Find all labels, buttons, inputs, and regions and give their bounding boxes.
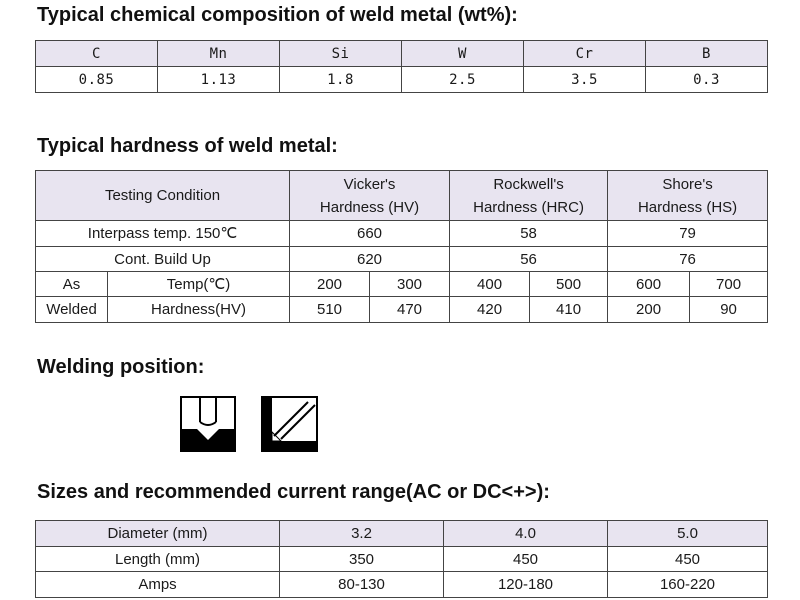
length-value: 450 — [444, 547, 608, 572]
length-label: Length (mm) — [36, 547, 280, 572]
hardness-hv-label: Hardness(HV) — [108, 297, 290, 323]
hardness-hv-value: 90 — [690, 297, 768, 323]
hardness-hv-value: 410 — [530, 297, 608, 323]
header-w: W — [402, 41, 524, 67]
length-value: 350 — [280, 547, 444, 572]
amps-value: 120-180 — [444, 572, 608, 598]
as-welded-line2: Welded — [36, 297, 108, 323]
hardness-title: Typical hardness of weld metal: — [37, 135, 338, 157]
length-value: 450 — [608, 547, 768, 572]
position-icons-svg — [180, 396, 320, 452]
hardness-hv-row — [36, 297, 768, 323]
temp-value: 700 — [690, 272, 768, 297]
interpass-hs: 79 — [608, 221, 768, 247]
hardness-hv-value: 200 — [608, 297, 690, 323]
header-c: C — [36, 41, 158, 67]
shore-header — [608, 171, 768, 221]
build-up-row — [36, 247, 768, 272]
diameter-label: Diameter (mm) — [36, 521, 280, 547]
temp-value: 400 — [450, 272, 530, 297]
header-b: B — [646, 41, 768, 67]
hardness-table — [35, 170, 768, 323]
composition-header-row — [36, 41, 768, 67]
value-mn: 1.13 — [158, 67, 280, 93]
testing-condition-header: Testing Condition — [36, 171, 290, 221]
hardness-hv-value: 470 — [370, 297, 450, 323]
welding-position-icons — [180, 396, 320, 452]
header-si: Si — [280, 41, 402, 67]
diameter-value: 4.0 — [444, 521, 608, 547]
interpass-hrc: 58 — [450, 221, 608, 247]
sizes-table — [35, 520, 768, 598]
value-si: 1.8 — [280, 67, 402, 93]
shore-header-line1: Shore's — [662, 175, 713, 193]
temp-label: Temp(℃) — [108, 272, 290, 297]
horizontal-fillet-position-icon — [262, 397, 317, 451]
value-b: 0.3 — [646, 67, 768, 93]
diameter-value: 5.0 — [608, 521, 768, 547]
temp-row — [36, 272, 768, 297]
temp-value: 600 — [608, 272, 690, 297]
build-up-hv: 620 — [290, 247, 450, 272]
interpass-row — [36, 221, 768, 247]
amps-row — [36, 572, 768, 598]
temp-value: 300 — [370, 272, 450, 297]
composition-table — [35, 40, 768, 93]
composition-value-row — [36, 67, 768, 93]
rockwell-header-line1: Rockwell's — [493, 175, 564, 193]
interpass-label: Interpass temp. 150℃ — [36, 221, 290, 247]
vickers-header — [290, 171, 450, 221]
diameter-row — [36, 521, 768, 547]
build-up-hrc: 56 — [450, 247, 608, 272]
header-mn: Mn — [158, 41, 280, 67]
value-c: 0.85 — [36, 67, 158, 93]
as-welded-line1: As — [36, 272, 108, 297]
interpass-hv: 660 — [290, 221, 450, 247]
value-w: 2.5 — [402, 67, 524, 93]
shore-header-line2: Hardness (HS) — [637, 198, 738, 216]
hardness-hv-value: 510 — [290, 297, 370, 323]
rockwell-header-line2: Hardness (HRC) — [473, 198, 584, 216]
value-cr: 3.5 — [524, 67, 646, 93]
vickers-header-line2: Hardness (HV) — [319, 198, 420, 216]
sizes-title: Sizes and recommended current range(AC or DC<+>): — [37, 481, 550, 503]
vickers-header-line1: Vicker's — [343, 175, 396, 193]
composition-title: Typical chemical composition of weld metal (wt%): — [37, 4, 518, 26]
temp-value: 200 — [290, 272, 370, 297]
amps-value: 160-220 — [608, 572, 768, 598]
build-up-hs: 76 — [608, 247, 768, 272]
welding-position-title: Welding position: — [37, 356, 205, 378]
diameter-value: 3.2 — [280, 521, 444, 547]
length-row — [36, 547, 768, 572]
flat-position-icon — [181, 397, 235, 451]
rockwell-header — [450, 171, 608, 221]
hardness-header-row — [36, 171, 768, 221]
hardness-hv-value: 420 — [450, 297, 530, 323]
temp-value: 500 — [530, 272, 608, 297]
amps-value: 80-130 — [280, 572, 444, 598]
amps-label: Amps — [36, 572, 280, 598]
header-cr: Cr — [524, 41, 646, 67]
build-up-label: Cont. Build Up — [36, 247, 290, 272]
